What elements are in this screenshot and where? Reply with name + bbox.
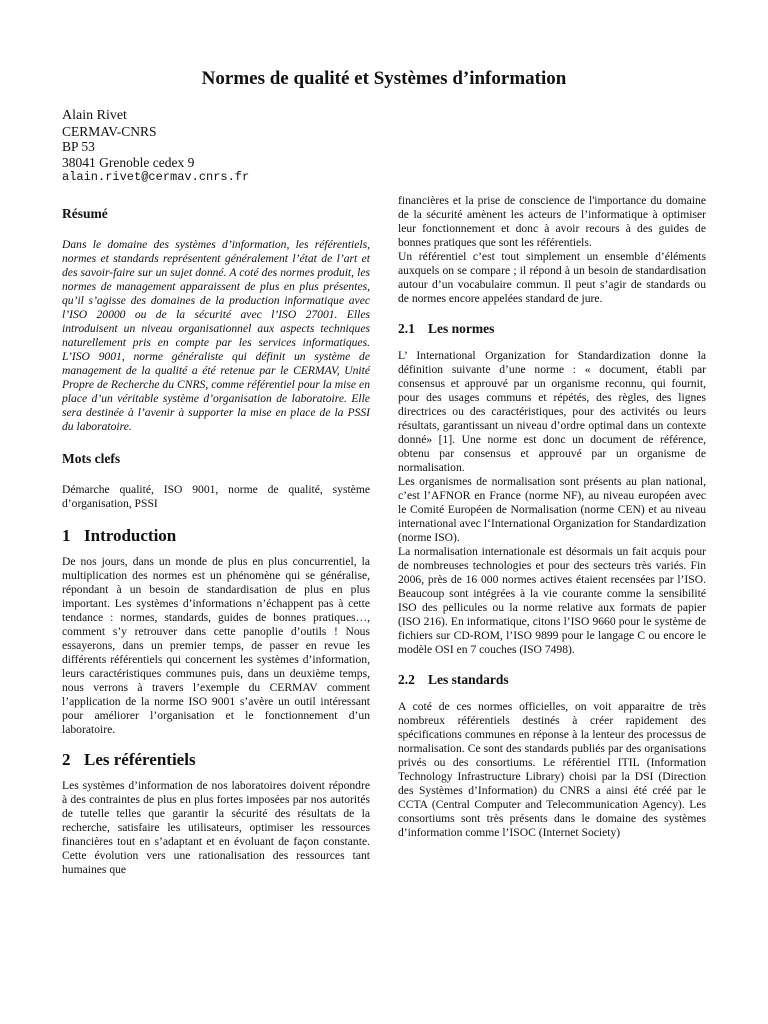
left-column: [62, 207, 370, 877]
author-name: Alain Rivet: [62, 108, 127, 123]
section-2-1-heading: [398, 322, 706, 336]
standards-p1: A coté de ces normes officielles, on voit apparaitre de très nombreux référentiels destinés à créer rapidement des spécifications communes en réponse à la lenteur des processus de normalisation. Ce sont des standards publiés par des organisations privés ou des consortiums. Le référentiel ITIL (Information Technology Infrastructure Library) choisi par la DSI (Direction des Systèmes d’Information) du CNRS a ainsi été créé par le CCTA (Central Computer and Telecommunication Agency). Les consortiums sont très présents dans le domaine des systèmes d’information comme l’ISOC (Internet Society): [398, 700, 706, 839]
intro-text: De nos jours, dans un monde de plus en plus concurrentiel, la multiplication des normes est un phénomène qui se généralise, répondant à un besoin de standardisation de plus en plus important. Les systèmes d’informations n’échappent pas à cette tendance : normes, standards, guides de bonnes pratiques…, comment s’y retrouver dans cette panoplie d’outils ! Nous essayerons, dans un premier temps, de passer en revue les différents référentiels qui concernent les systèmes d’information, leurs caractéristiques communes puis, dans un deuxième temps, nous verrons à travers l’exemple du CERMAV comment l’application de la norme ISO 9001 s’avère un outil intéressant pour améliorer l’organisation et le fonctionnement d’un laboratoire.: [62, 555, 370, 736]
author-email: alain.rivet@cermav.cnrs.fr: [62, 170, 250, 184]
author-city: 38041 Grenoble cedex 9: [62, 154, 195, 170]
right-column: [398, 194, 706, 840]
author-block: [62, 108, 249, 186]
resume-heading: Résumé: [62, 206, 108, 221]
normes-p1: L’ International Organization for Standardization donne la définition suivante d’une norme : « document, établi par consensus et approuvé par un organisme reconnu, qui fournit, pour des usages communs et répétés, des règles, des lignes directrices ou des caractéristiques, pour des activités ou leurs résultats, garantissant un niveau d’ordre optimal dans un contexte donné» [1]. Une norme est donc un document de référence, obtenu par consensus et approuvé par un organisme de normalisation.: [398, 349, 706, 474]
normes-p2: Les organismes de normalisation sont présents au plan national, c’est l’AFNOR en France (norme NF), au niveau européen avec le Comité Européen de Normalisation (norme CEN) et au niveau international avec l‘International Organization for Standardization (norme ISO).: [398, 475, 706, 544]
referentiels-text-right-2: Un référentiel c’est tout simplement un ensemble d’éléments auxquels on se compare ; il répond à un besoin de standardisation autour d’un vocabulaire commun. Il peut s’agir de standards ou de normes encore appelées standard de jure.: [398, 250, 706, 305]
section-1-number: 1: [62, 526, 71, 545]
keywords-text: Démarche qualité, ISO 9001, norme de qualité, système d’organisation, PSSI: [62, 483, 370, 510]
author-affiliation: CERMAV-CNRS: [62, 123, 157, 139]
section-2-1-title: Les normes: [428, 321, 495, 336]
section-2-heading: [62, 750, 370, 769]
section-2-title: Les référentiels: [84, 750, 196, 769]
section-2-number: 2: [62, 750, 71, 769]
section-2-2-heading: [398, 673, 706, 687]
keywords-heading: Mots clefs: [62, 451, 121, 466]
resume-text: Dans le domaine des systèmes d’information, les référentiels, normes et standards représentent généralement l’état de l’art et des savoir-faire sur un sujet donné. A coté des normes produit, les normes de management apparaissent de plus en plus présentes, qu’il s’agisse des domaines de la production informatique avec l’ISO 20000 ou de la sécurité avec l’ISO 27001. Elles introduisent un niveau organisationnel aux aspects techniques naturellement pris en compte par les services informatiques. L’ISO 9001, norme généraliste qui définit un système de management de la qualité a été retenue par le CERMAV, Unité Propre de Recherche du CNRS, comme référentiel pour la mise en place d’un véritable système d’organisation de laboratoire. Elle sera destinée à l’avenir à supporter la mise en place de la PSSI du laboratoire.: [62, 238, 370, 433]
section-2-1-number: 2.1: [398, 321, 415, 336]
author-box: BP 53: [62, 139, 95, 154]
section-1-title: Introduction: [84, 526, 177, 545]
referentiels-text-left: Les systèmes d’information de nos laboratoires doivent répondre à des contraintes de plus en plus fortes imposées par nos autorités de tutelle telles que garantir la sécurité des résultats de la recherche, satisfaire les utilisateurs, optimiser les ressources financières tout en s’adaptant et en évoluant de façon constante. Cette évolution vers une rationalisation des ressources tant humaines que: [62, 779, 370, 876]
section-1-heading: [62, 526, 370, 545]
section-2-2-number: 2.2: [398, 672, 415, 687]
referentiels-text-right: financières et la prise de conscience de l'importance du domaine de la sécurité amènent les acteurs de l’informatique à optimiser leur fonctionnement et donc à avoir recours à des guides de bonnes pratiques que sont les référentiels.: [398, 194, 706, 249]
section-2-2-title: Les standards: [428, 672, 509, 687]
paper-title: Normes de qualité et Systèmes d’information: [201, 68, 567, 89]
normes-p3: La normalisation internationale est désormais un fait acquis pour de nombreuses technologies et pour des secteurs très variés. Fin 2006, près de 16 000 normes actives étaient recensées par l’ISO. Beaucoup sont intégrées à la vie courante comme la sensibilité ISO des pellicules ou la norme relative aux formats de papier (ISO 216). En informatique, citons l’ISO 9660 pour le système de fichiers sur CD-ROM, l’ISO 9899 pour le langage C ou encore le modèle OSI en 7 couches (ISO 7498).: [398, 545, 706, 656]
